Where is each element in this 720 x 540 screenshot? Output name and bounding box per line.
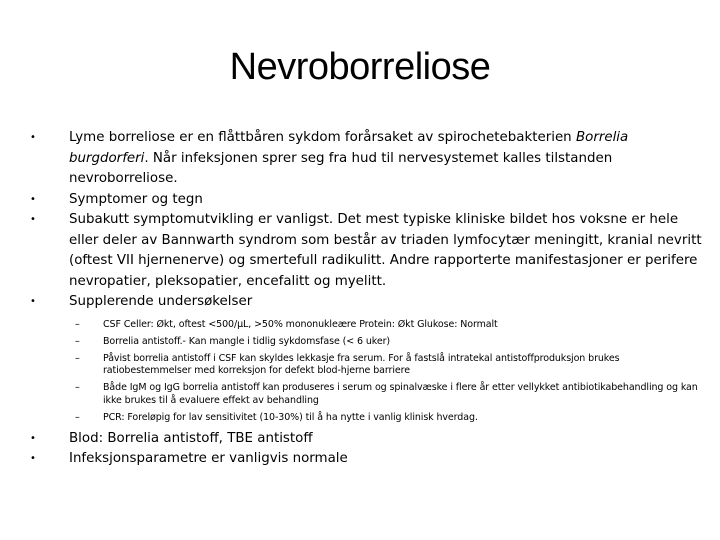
bullet-item xyxy=(30,128,710,190)
sub-bullet-item xyxy=(30,319,710,332)
dash-glyph: – xyxy=(75,352,80,364)
bullet-item xyxy=(30,292,710,313)
bullet-glyph: • xyxy=(30,432,36,444)
sub-bullet-text: Påvist borrelia antistoff i CSF kan skyldes lekkasje fra serum. For å fastslå intratekal antistoffproduksjon brukes ratiobestemmelser med korreksjon for defekt blod-hjerne barriere xyxy=(103,352,620,377)
bullet-glyph: • xyxy=(30,193,36,205)
bullet-glyph: • xyxy=(30,296,36,307)
bullet-text-cont: . Når infeksjonen sprer seg fra hud til nervesystemet kalles tilstanden nevroborreliose. xyxy=(69,150,613,186)
bullet-text: Supplerende undersøkelser xyxy=(69,294,253,309)
bullet-text: Infeksjonsparametre er vanligvis normale xyxy=(69,451,348,467)
slide-title: Nevroborreliose xyxy=(229,46,491,88)
bullet-text: Subakutt symptomutvikling er vanligst. Det mest typiske kliniske bildet hos voksne er hele eller deler av Bannwarth syndrom som består av triaden lymfocytær meningitt, kranial nevritt (oftest VII hjernenerve) og smertefull radikulitt. Andre rapporterte manifestasjoner er perifere nevropatier, pleksopatier, encefalitt og myelitt. xyxy=(69,212,702,289)
sub-bullet-item xyxy=(30,353,710,378)
bullet-item xyxy=(30,449,710,470)
sub-bullet-text: Borrelia antistoff.- Kan mangle i tidlig sykdomsfase (< 6 uker) xyxy=(103,335,391,347)
bullet-glyph: • xyxy=(30,132,36,143)
bullet-item xyxy=(30,210,710,292)
dash-glyph: – xyxy=(75,335,80,347)
dash-glyph: – xyxy=(75,318,80,330)
bullet-item xyxy=(30,190,710,211)
bullet-text: Symptomer og tegn xyxy=(69,191,203,207)
dash-glyph: – xyxy=(75,382,80,394)
sub-bullet-item xyxy=(30,412,710,425)
sub-bullet-item xyxy=(30,382,710,407)
bullet-item xyxy=(30,429,710,450)
sub-bullet-list xyxy=(30,319,710,425)
slide-body xyxy=(30,128,710,470)
bullet-text: Blod: Borrelia antistoff, TBE antistoff xyxy=(69,430,313,446)
bullet-glyph: • xyxy=(30,214,36,225)
sub-bullet-item xyxy=(30,336,710,349)
bullet-italic-text: Borrelia burgdorferi xyxy=(69,130,629,166)
dash-glyph: – xyxy=(75,411,80,423)
bullet-text: Lyme borreliose er en flåttbåren sykdom forårsaket av spirochetebakterien xyxy=(69,130,576,145)
bullet-glyph: • xyxy=(30,453,36,465)
sub-bullet-text: Både IgM og IgG borrelia antistoff kan produseres i serum og spinalvæske i flere år etter vellykket antibiotikabehandling og kan ikke brukes til å evaluere effekt av behandling xyxy=(103,382,698,406)
sub-bullet-text: PCR: Foreløpig for lav sensitivitet (10-30%) til å ha nytte i vanlig klinisk hverdag. xyxy=(103,411,478,423)
sub-bullet-text: CSF Celler: Økt, oftest <500/µL, >50% mononukleære Protein: Økt Glukose: Normalt xyxy=(103,318,498,330)
